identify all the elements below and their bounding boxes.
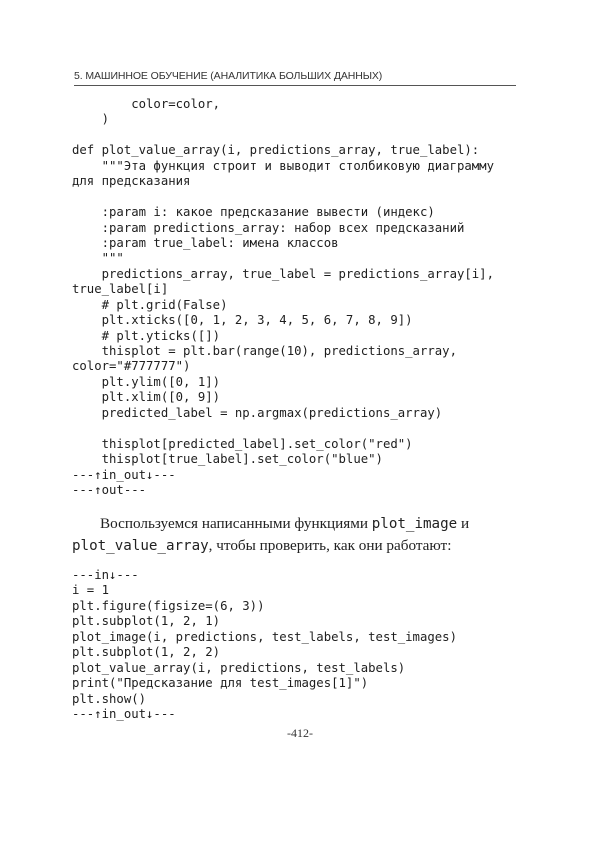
code-line: :param i: какое предсказание вывести (индекс) <box>72 205 435 220</box>
code-line: # plt.grid(False) <box>72 297 228 312</box>
running-header: 5. МАШИННОЕ ОБУЧЕНИЕ (АНАЛИТИКА БОЛЬШИХ ДАННЫХ) <box>74 70 516 86</box>
code-line: для предсказания <box>72 174 191 189</box>
code-line: ) <box>72 112 110 127</box>
code-line: ---in↓--- <box>72 568 139 582</box>
code-line: plt.figure(figsize=(6, 3)) <box>72 598 265 613</box>
code-line: ---↑in_out↓--- <box>72 706 176 721</box>
code-line: def plot_value_array(i, predictions_array, true_label): <box>72 143 480 158</box>
code-block-plot-value-array <box>72 97 494 498</box>
code-line: thisplot = plt.bar(range(10), predictions_array, <box>72 344 457 358</box>
code-line <box>72 421 494 436</box>
code-line: plt.xlim([0, 9]) <box>72 390 221 405</box>
code-line: plt.ylim([0, 1]) <box>72 374 221 389</box>
code-line: plt.xticks([0, 1, 2, 3, 4, 5, 6, 7, 8, 9]) <box>72 313 413 328</box>
code-line: plt.show() <box>72 691 147 706</box>
code-line: color=color, <box>72 97 221 111</box>
code-line: i = 1 <box>72 583 110 598</box>
code-line: print("Предсказание для test_images[1]") <box>72 676 369 691</box>
code-line: """Эта функция строит и выводит столбиковую диаграмму <box>72 158 494 173</box>
code-line <box>72 190 494 205</box>
code-line: thisplot[true_label].set_color("blue") <box>72 452 383 467</box>
paragraph-text-2: и <box>457 515 470 532</box>
paragraph-text-3: , чтобы проверить, как они работают: <box>208 537 452 554</box>
code-line: predictions_array, true_label = predictions_array[i], <box>72 266 494 281</box>
code-line: :param true_label: имена классов <box>72 235 339 250</box>
code-line: plt.subplot(1, 2, 2) <box>72 645 221 660</box>
code-line: plot_value_array(i, predictions, test_labels) <box>72 660 406 675</box>
inline-code-plot-image: plot_image <box>371 516 458 532</box>
code-line: predicted_label = np.argmax(predictions_array) <box>72 405 443 420</box>
code-line: :param predictions_array: набор всех предсказаний <box>72 220 465 235</box>
code-line: plt.subplot(1, 2, 1) <box>72 614 221 629</box>
code-line: color="#777777") <box>72 359 191 374</box>
code-line: """ <box>72 251 124 266</box>
code-line: ---↑in_out↓--- <box>72 467 176 482</box>
code-line: ---↑out--- <box>72 482 147 497</box>
inline-code-plot-value-array: plot_value_array <box>72 538 209 554</box>
paragraph-text-1: Воспользуемся написанными функциями <box>100 515 372 532</box>
code-line: plot_image(i, predictions, test_labels, test_images) <box>72 629 457 644</box>
code-line: thisplot[predicted_label].set_color("red") <box>72 436 413 451</box>
code-line <box>72 128 494 143</box>
code-line: true_label[i] <box>72 282 169 297</box>
page-number: -412- <box>287 726 313 740</box>
code-block-usage-example <box>72 568 457 722</box>
code-line: # plt.yticks([]) <box>72 328 221 343</box>
body-paragraph <box>72 513 520 557</box>
